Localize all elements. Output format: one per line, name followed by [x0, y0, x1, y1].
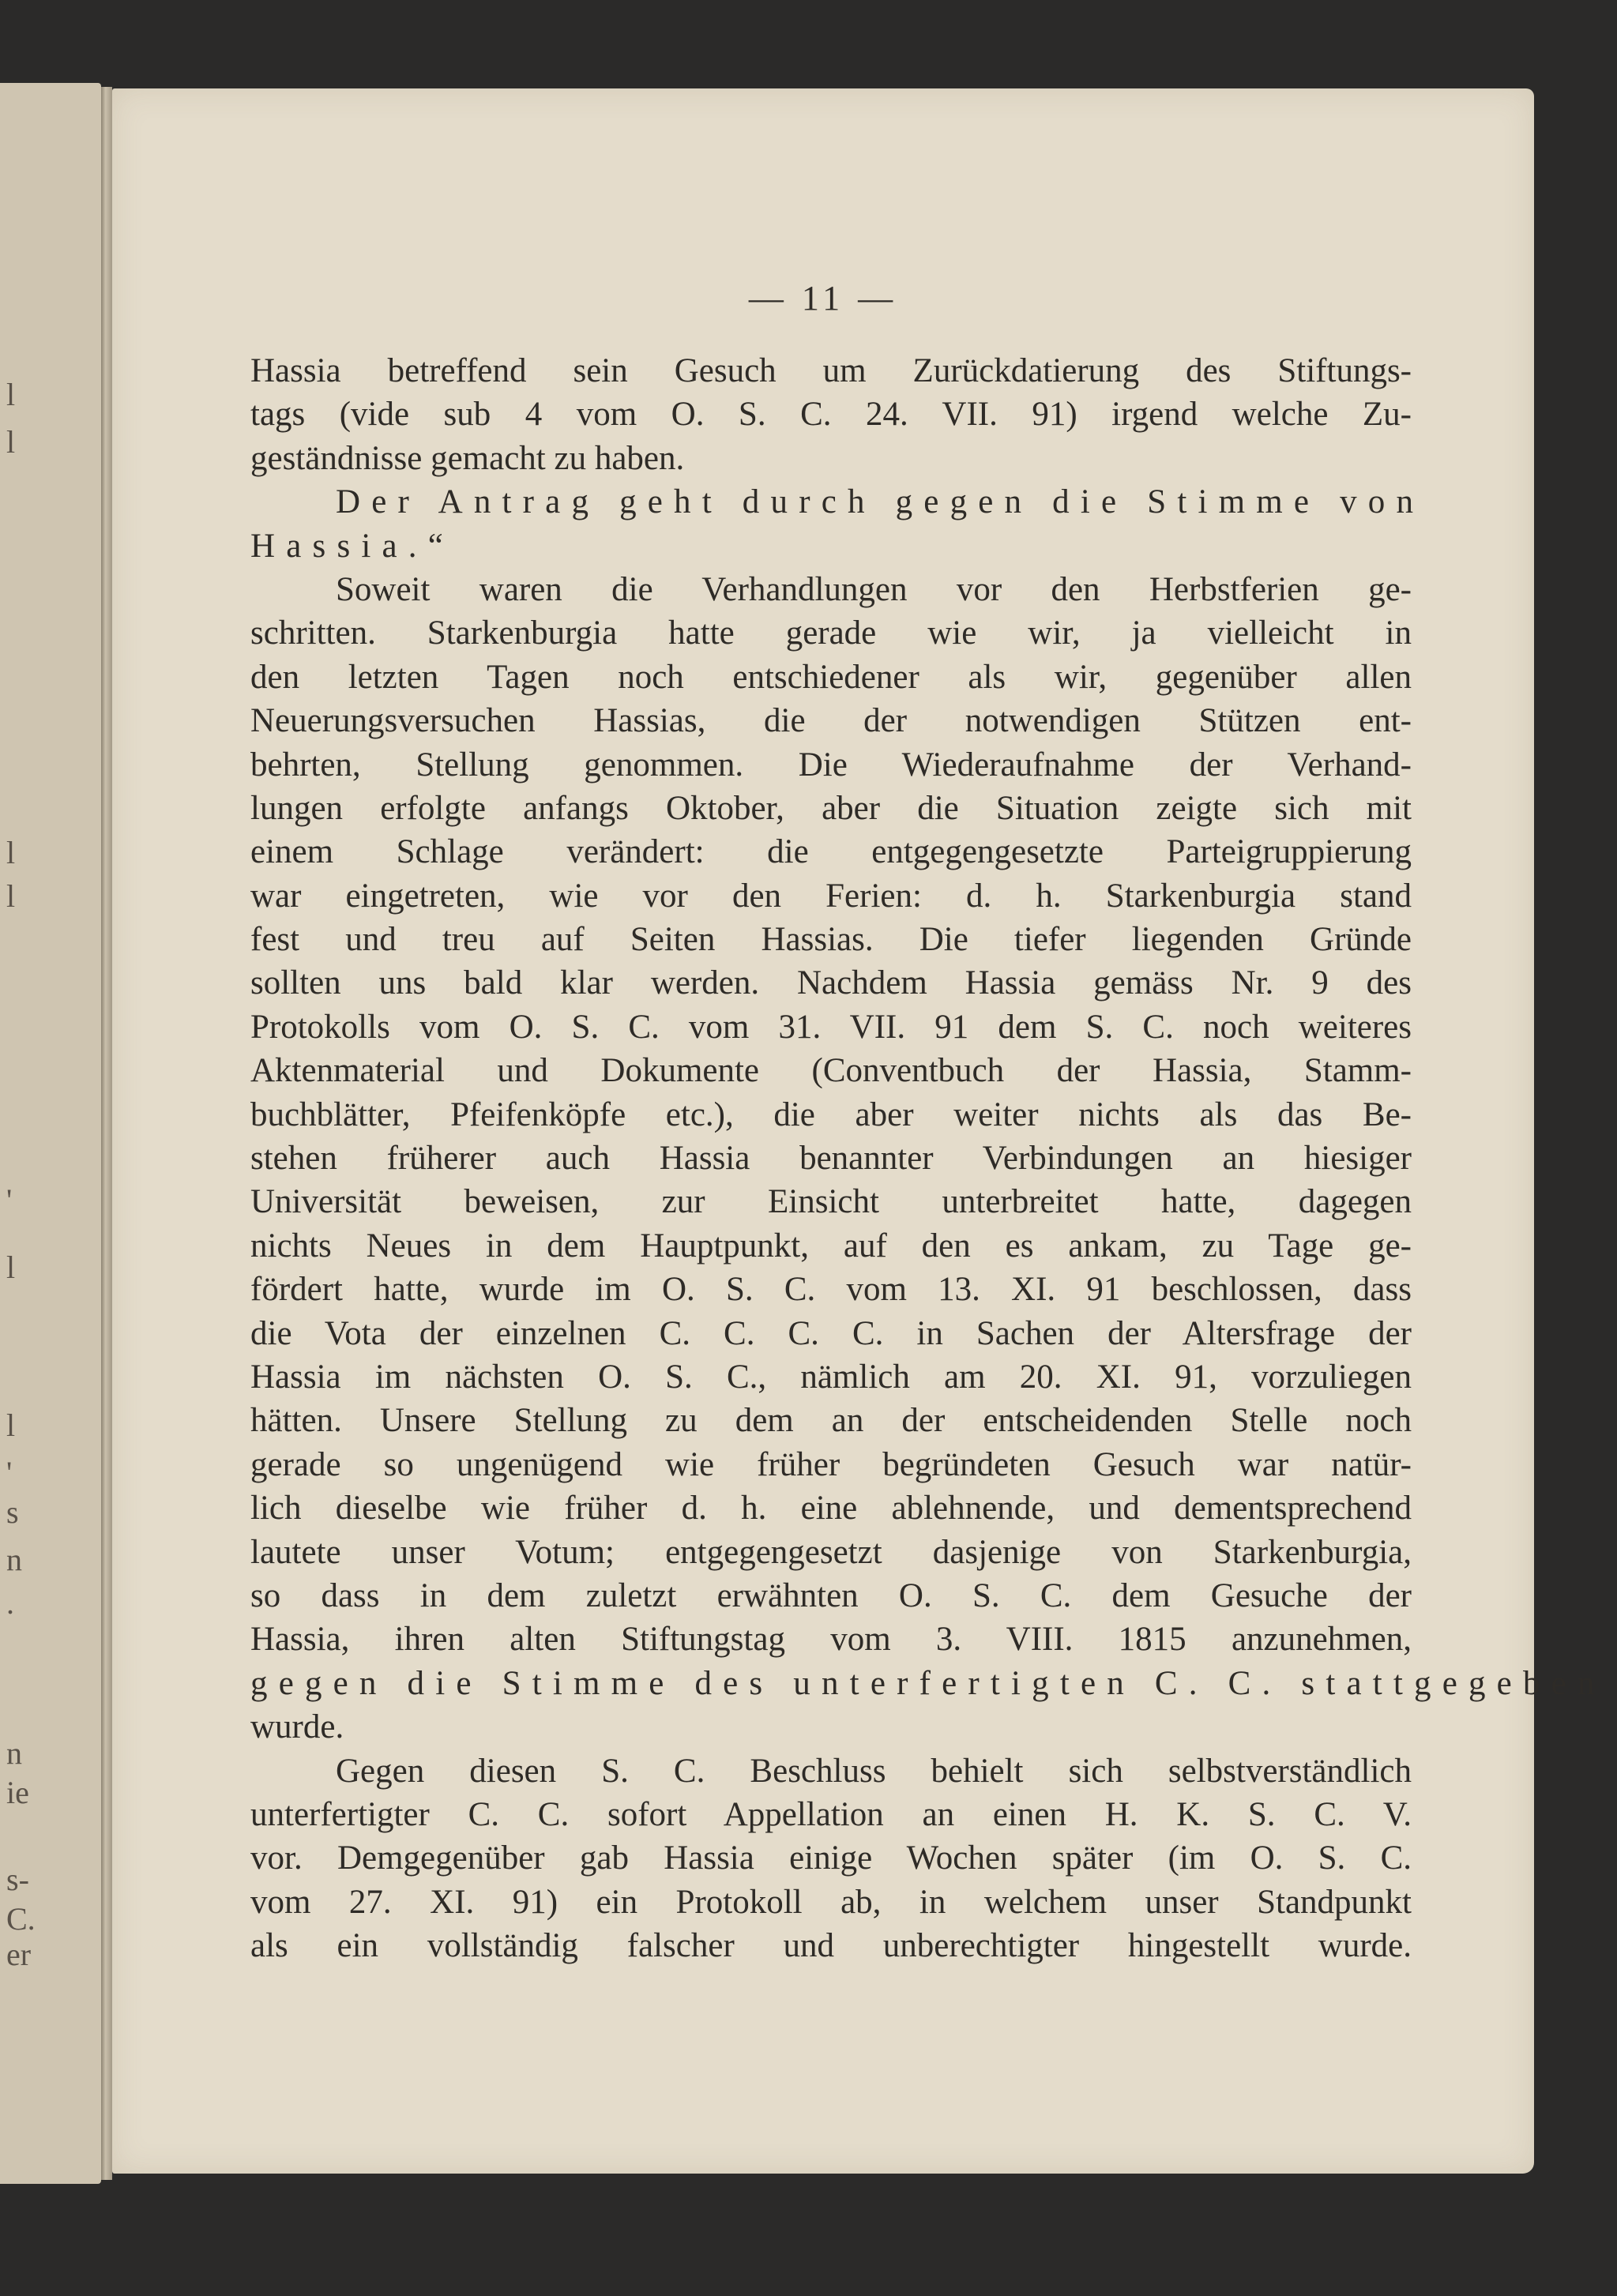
text-line: Neuerungsversuchen Hassias, die der notwendigen Stützen ent-	[250, 702, 1412, 740]
text-line: fest und treu auf Seiten Hassias. Die tiefer liegenden Gründe	[250, 921, 1412, 959]
text-line: Protokolls vom O. S. C. vom 31. VII. 91 dem S. C. noch weiteres	[250, 1008, 1412, 1046]
body-text	[250, 349, 1606, 1967]
book-page	[112, 88, 1606, 2174]
text-line: Aktenmaterial und Dokumente (Conventbuch der Hassia, Stamm-	[250, 1052, 1412, 1090]
text-line: schritten. Starkenburgia hatte gerade wie wir, ja vielleicht in	[250, 614, 1412, 652]
edge-fragment: ie	[6, 1775, 29, 1810]
text-line: Der Antrag geht durch gegen die Stimme von	[336, 483, 1425, 521]
edge-fragment: '	[6, 1182, 13, 1218]
text-line: sollten uns bald klar werden. Nachdem Hassia gemäss Nr. 9 des	[250, 964, 1412, 1002]
text-line: geständnisse gemacht zu haben.	[250, 439, 685, 477]
text-line: buchblätter, Pfeifenköpfe etc.), die aber weiter nichts als das Be-	[250, 1095, 1412, 1133]
text-line: gerade so ungenügend wie früher begründeten Gesuch war natür-	[250, 1445, 1412, 1483]
text-line: einem Schlage verändert: die entgegengesetzte Parteigruppierung	[250, 833, 1412, 871]
edge-fragment: l	[6, 1249, 16, 1285]
edge-fragment: l	[6, 377, 16, 412]
edge-fragment: s-	[6, 1862, 29, 1897]
edge-fragment: l	[6, 835, 16, 870]
text-line: vom 27. XI. 91) ein Protokoll ab, in welchem unser Standpunkt	[250, 1883, 1412, 1921]
text-line: unterfertigter C. C. sofort Appellation an einen H. K. S. C. V.	[250, 1795, 1412, 1833]
text-line: gegen die Stimme des unterfertigten C. C. stattgegeben	[250, 1664, 1606, 1702]
text-line: Soweit waren die Verhandlungen vor den Herbstferien ge-	[336, 570, 1412, 608]
edge-fragment: s	[6, 1494, 19, 1530]
text-line: lich dieselbe wie früher d. h. eine ablehnende, und dementsprechend	[250, 1490, 1412, 1528]
text-line: Hassia betreffend sein Gesuch um Zurückdatierung des Stiftungs-	[250, 352, 1412, 389]
edge-fragment: '	[6, 1455, 13, 1490]
text-line: war eingetreten, wie vor den Ferien: d. h. Starkenburgia stand	[250, 877, 1412, 915]
edge-fragment: l	[6, 1407, 16, 1443]
text-line: stehen früherer auch Hassia benannter Verbindungen an hiesiger	[250, 1140, 1412, 1178]
edge-fragment: n	[6, 1542, 22, 1577]
edge-fragment: C.	[6, 1901, 36, 1937]
text-line: vor. Demgegenüber gab Hassia einige Wochen später (im O. S. C.	[250, 1839, 1412, 1877]
edge-fragment: n	[6, 1735, 22, 1771]
text-line: den letzten Tagen noch entschiedener als wir, gegenüber allen	[250, 658, 1412, 696]
text-line: Hassia.“	[250, 527, 454, 565]
left-page-edge-fragments	[0, 83, 101, 2184]
text-line: behrten, Stellung genommen. Die Wiederaufnahme der Verhand-	[250, 746, 1412, 783]
text-line: Gegen diesen S. C. Beschluss behielt sich selbstverständlich	[336, 1752, 1412, 1790]
text-line: nichts Neues in dem Hauptpunkt, auf den es ankam, zu Tage ge-	[250, 1227, 1412, 1264]
text-line: hätten. Unsere Stellung zu dem an der entscheidenden Stelle noch	[250, 1402, 1412, 1440]
text-line: wurde.	[250, 1708, 344, 1746]
text-line: lautete unser Votum; entgegengesetzt dasjenige von Starkenburgia,	[250, 1533, 1412, 1571]
text-line: tags (vide sub 4 vom O. S. C. 24. VII. 91) irgend welche Zu-	[250, 396, 1412, 434]
book-gutter	[101, 87, 112, 2180]
text-line: Hassia im nächsten O. S. C., nämlich am 20. XI. 91, vorzuliegen	[250, 1358, 1412, 1396]
text-line: die Vota der einzelnen C. C. C. C. in Sachen der Altersfrage der	[250, 1314, 1412, 1352]
edge-fragment: l	[6, 878, 16, 914]
page-number: — 11 —	[748, 279, 898, 318]
edge-fragment: .	[6, 1585, 14, 1621]
text-line: Hassia, ihren alten Stiftungstag vom 3. VIII. 1815 anzunehmen,	[250, 1621, 1412, 1659]
edge-fragment: er	[6, 1937, 32, 1972]
text-line: Universität beweisen, zur Einsicht unterbreitet hatte, dagegen	[250, 1183, 1412, 1221]
text-line: lungen erfolgte anfangs Oktober, aber die Situation zeigte sich mit	[250, 789, 1412, 827]
edge-fragment: l	[6, 424, 16, 460]
text-line: als ein vollständig falscher und unberechtigter hingestellt wurde.	[250, 1927, 1412, 1965]
left-page	[0, 83, 101, 2184]
text-line: fördert hatte, wurde im O. S. C. vom 13. XI. 91 beschlossen, dass	[250, 1271, 1412, 1309]
text-line: so dass in dem zuletzt erwähnten O. S. C. dem Gesuche der	[250, 1576, 1412, 1614]
